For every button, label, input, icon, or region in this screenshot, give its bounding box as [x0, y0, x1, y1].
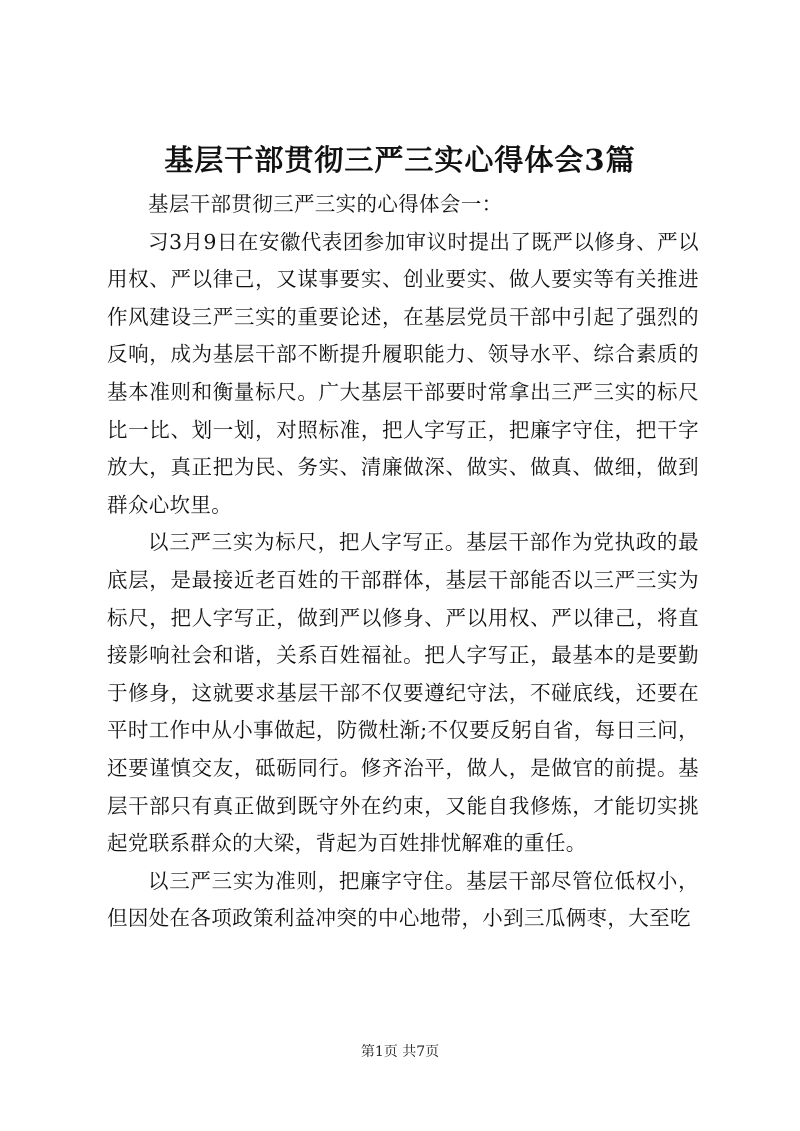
paragraph: 以三严三实为准则，把廉字守住。基层干部尽管位低权小，但因处在各项政策利益冲突的中心地带，小到三瓜俩枣，大至吃	[107, 868, 699, 931]
paragraph: 习3月9日在安徽代表团参加审议时提出了既严以修身、严以用权、严以律己，又谋事要实、创业要实、做人要实等有关推进作风建设三严三实的重要论述，在基层党员干部中引起了强烈的反响，成为基层干部不断提升履职能力、领导水平、综合素质的基本准则和衡量标尺。广大基层干部要时常拿出三严三实的标尺比一比、划一划，对照标准，把人字写正，把廉字守住，把干字放大，真正把为民、务实、清廉做深、做实、做真、做细，做到群众心坎里。	[107, 229, 699, 517]
page-footer-indicator: 第1页 共7页	[360, 1044, 440, 1060]
paragraph: 以三严三实为标尺，把人字写正。基层干部作为党执政的最底层，是最接近老百姓的干部群体，基层干部能否以三严三实为标尺，把人字写正，做到严以修身、严以用权、严以律己，将直接影响社会和谐，关系百姓福祉。把人字写正，最基本的是要勤于修身，这就要求基层干部不仅要遵纪守法，不碰底线，还要在平时工作中从小事做起，防微杜渐;不仅要反躬自省，每日三问，还要谨慎交友，砥砺同行。修齐治平，做人，是做官的前提。基层干部只有真正做到既守外在约束，又能自我修炼，才能切实挑起党联系群众的大梁，背起为百姓排忧解难的重任。	[107, 530, 699, 856]
document-title: 基层干部贯彻三严三实心得体会3篇	[164, 143, 636, 177]
document-body	[107, 186, 699, 938]
paragraph: 基层干部贯彻三严三实的心得体会一：	[148, 192, 503, 216]
